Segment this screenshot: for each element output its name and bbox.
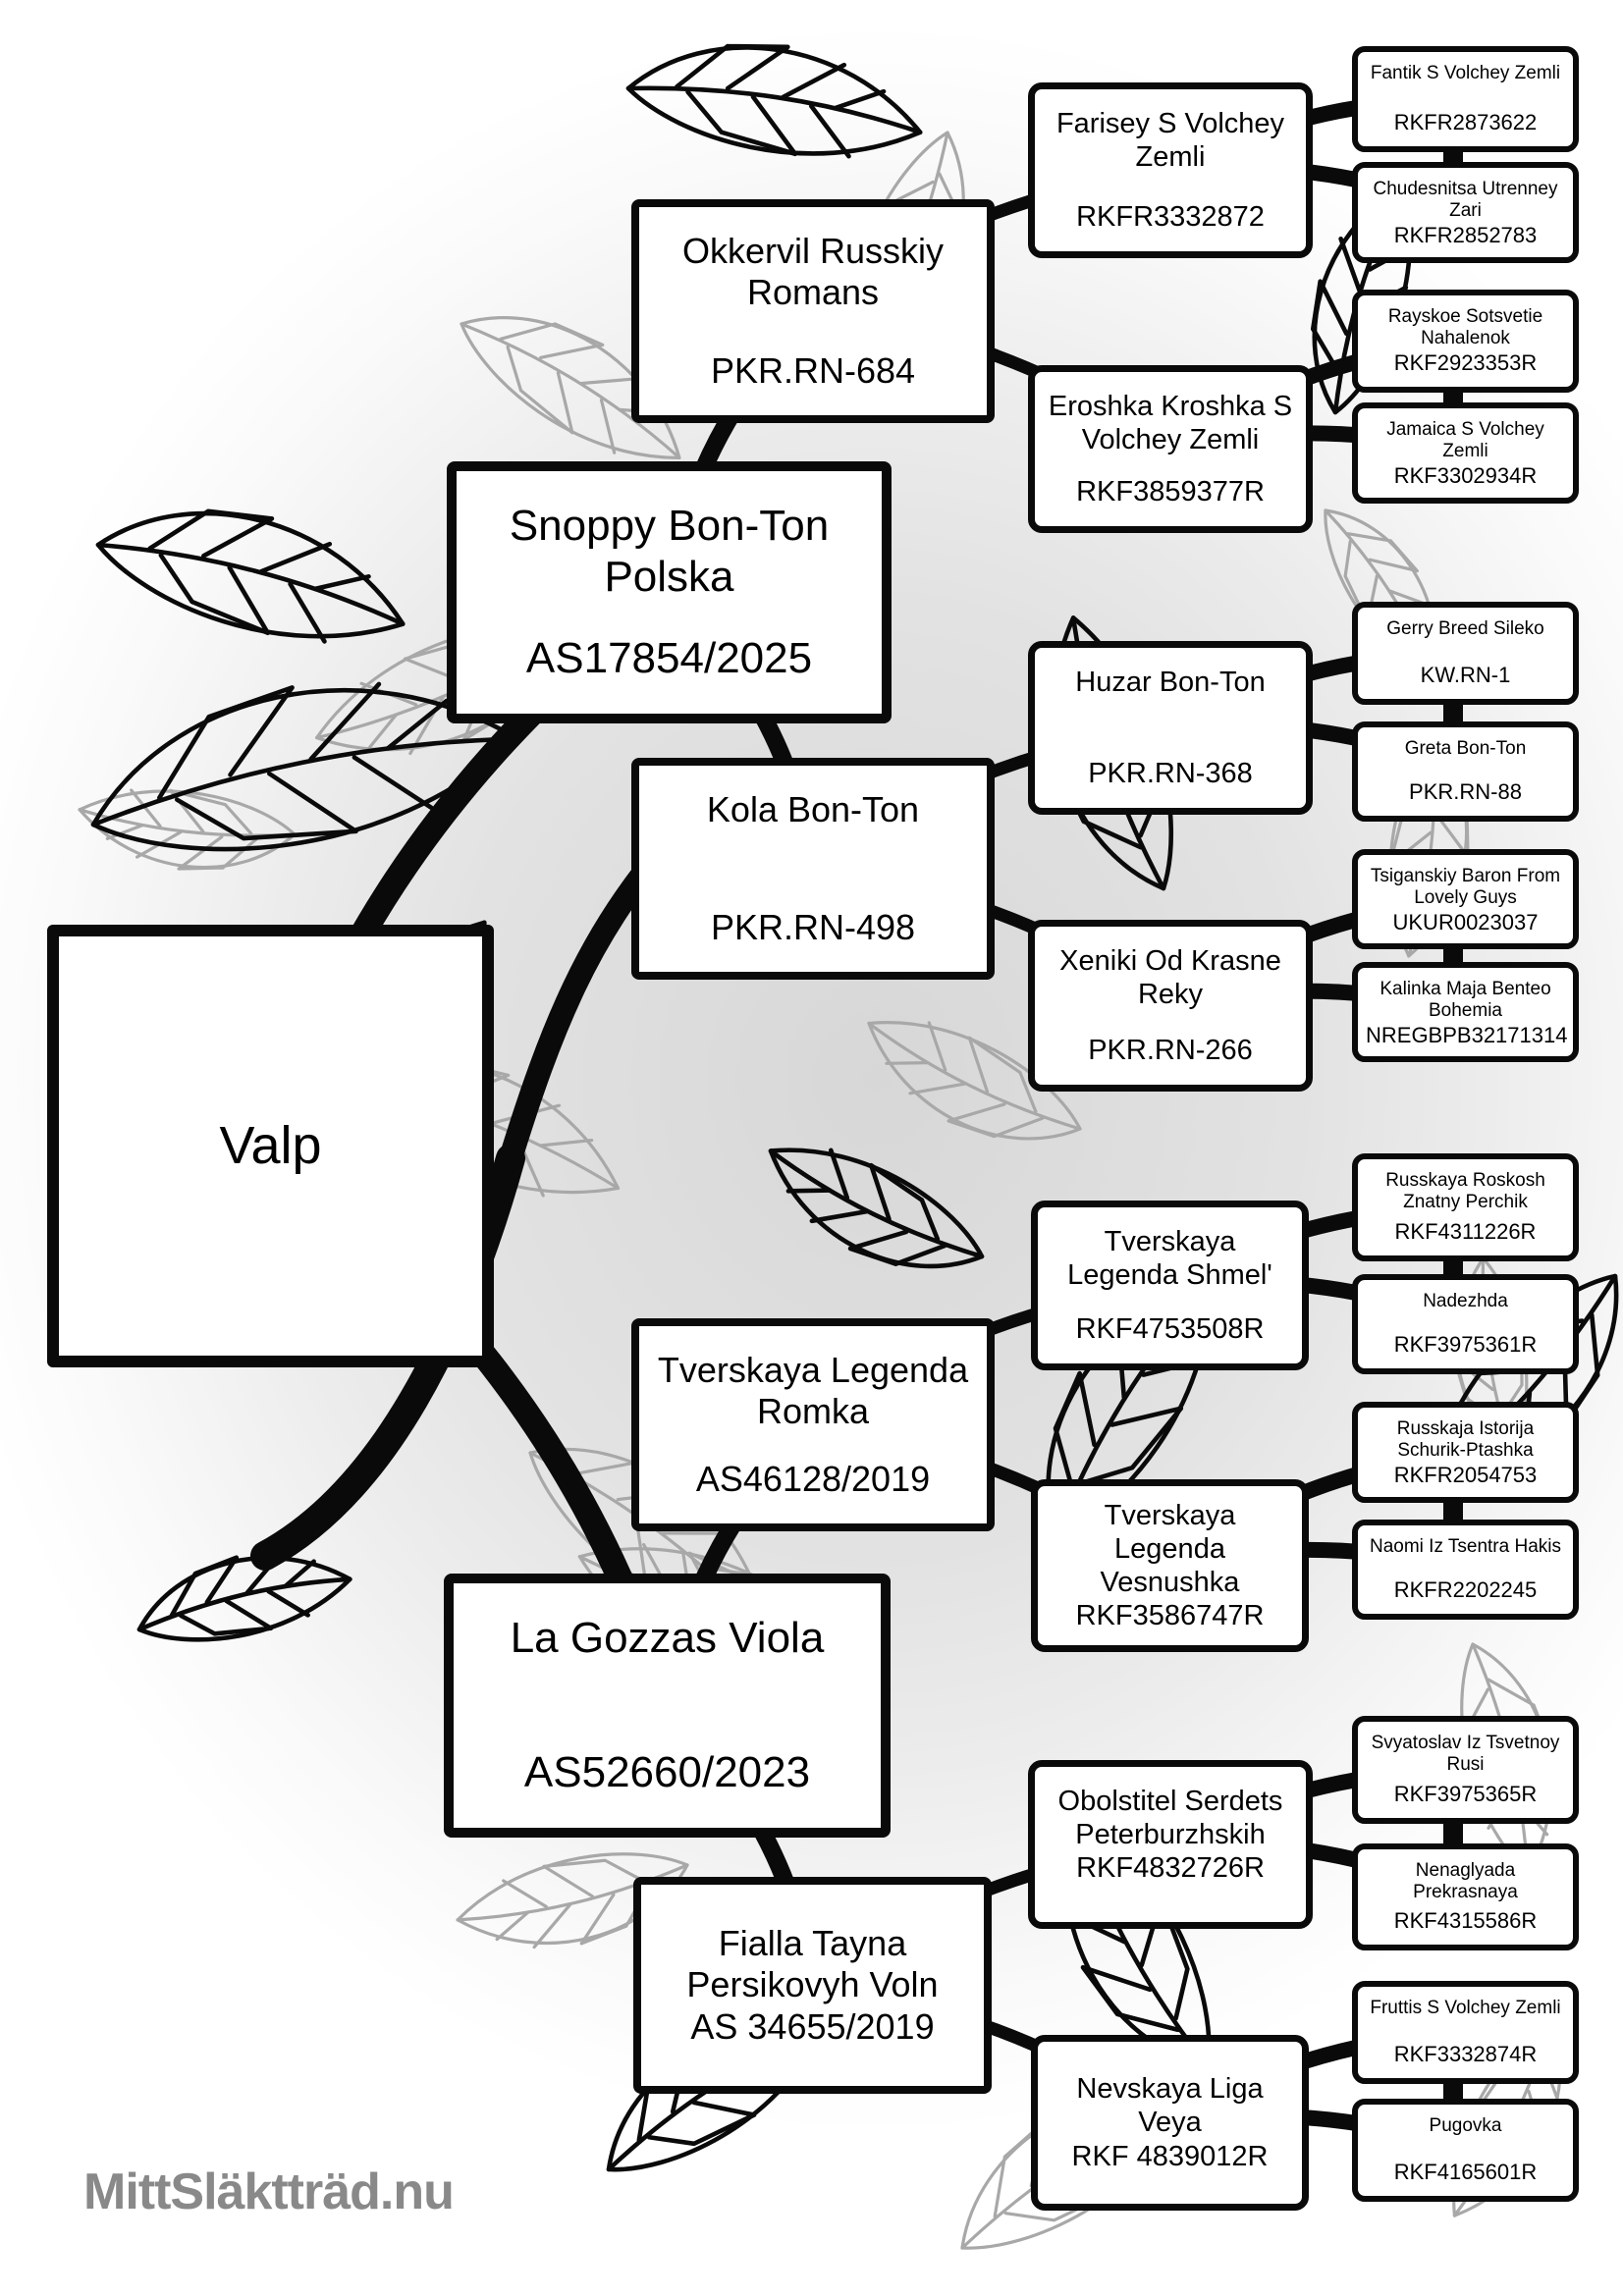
- box-huzar[interactable]: [1028, 641, 1313, 815]
- box-eroshka[interactable]: [1028, 365, 1313, 533]
- box-vesnushka[interactable]: [1031, 1479, 1309, 1652]
- box-gerry-name: Gerry Breed Sileko: [1386, 618, 1544, 639]
- box-vesnushka-name: Tverskaya Legenda Vesnushka: [1100, 1499, 1240, 1598]
- box-obolstitel-name: Obolstitel Serdets Peterburzhskih: [1057, 1786, 1283, 1851]
- box-rus-istorija-registration: RKFR2054753: [1393, 1462, 1538, 1487]
- box-chudesnitsa-registration: RKFR2852783: [1393, 222, 1538, 247]
- box-okkervil-name: Okkervil Russkiy Romans: [681, 231, 945, 313]
- box-naomi[interactable]: [1352, 1520, 1579, 1620]
- box-romka-name: Tverskaya Legenda Romka: [657, 1350, 969, 1432]
- box-xeniki-registration: PKR.RN-266: [1088, 1034, 1253, 1066]
- box-fruttis-name: Fruttis S Volchey Zemli: [1370, 1998, 1561, 2018]
- box-huzar-name: Huzar Bon-Ton: [1075, 667, 1266, 698]
- box-la-gozzas-name: La Gozzas Viola: [510, 1614, 825, 1662]
- box-svyatoslav[interactable]: [1352, 1716, 1579, 1824]
- box-eroshka-name: Eroshka Kroshka S Volchey Zemli: [1048, 391, 1293, 456]
- site-logo[interactable]: MittSläktträd.nu: [83, 2163, 454, 2220]
- box-kola[interactable]: [631, 758, 995, 980]
- box-rus-istorija-name: Russkaja Istorija Schurik-Ptashka: [1396, 1418, 1535, 1462]
- valp-box[interactable]: [47, 925, 494, 1367]
- box-fialla-name: Fialla Tayna Persikovyh Voln: [686, 1922, 939, 2005]
- box-gerry[interactable]: [1352, 602, 1579, 705]
- box-nevskaya[interactable]: [1031, 2035, 1309, 2211]
- box-farisey[interactable]: [1028, 82, 1313, 258]
- box-pugovka-registration: RKF4165601R: [1393, 2160, 1538, 2185]
- box-shmel[interactable]: [1031, 1201, 1309, 1370]
- box-kola-registration: PKR.RN-498: [710, 906, 916, 947]
- box-fialla[interactable]: [633, 1877, 992, 2094]
- box-nadezhda[interactable]: [1352, 1274, 1579, 1374]
- box-kalinka-name: Kalinka Maja Benteo Bohemia: [1380, 979, 1551, 1022]
- box-fantik-registration: RKFR2873622: [1393, 110, 1538, 135]
- box-jamaica-registration: RKF3302934R: [1393, 462, 1538, 488]
- box-fantik[interactable]: [1352, 46, 1579, 152]
- box-jamaica[interactable]: [1352, 402, 1579, 504]
- box-greta[interactable]: [1352, 721, 1579, 822]
- box-snoppy-name: Snoppy Bon-Ton Polska: [509, 502, 830, 601]
- box-fantik-name: Fantik S Volchey Zemli: [1370, 63, 1561, 83]
- box-rayskoe-name: Rayskoe Sotsvetie Nahalenok: [1387, 306, 1543, 349]
- box-fruttis-registration: RKF3332874R: [1393, 2042, 1538, 2067]
- box-pugovka-name: Pugovka: [1429, 2115, 1502, 2136]
- box-rus-roskosh-registration: RKF4311226R: [1394, 1219, 1537, 1245]
- box-obolstitel[interactable]: [1028, 1760, 1313, 1929]
- box-svyatoslav-registration: RKF3975365R: [1393, 1782, 1538, 1807]
- box-fialla-registration: AS 34655/2019: [690, 2005, 935, 2047]
- box-la-gozzas-registration: AS52660/2023: [523, 1748, 811, 1797]
- box-jamaica-name: Jamaica S Volchey Zemli: [1386, 419, 1544, 462]
- box-farisey-name: Farisey S Volchey Zemli: [1055, 108, 1285, 174]
- box-shmel-registration: RKF4753508R: [1075, 1312, 1265, 1345]
- valp-box-name: Valp: [219, 1115, 322, 1175]
- box-nenaglyada[interactable]: [1352, 1843, 1579, 1950]
- box-chudesnitsa[interactable]: [1352, 162, 1579, 263]
- box-la-gozzas[interactable]: [444, 1574, 891, 1838]
- box-naomi-name: Naomi Iz Tsentra Hakis: [1370, 1536, 1561, 1557]
- box-chudesnitsa-name: Chudesnitsa Utrenney Zari: [1373, 179, 1558, 222]
- box-xeniki-name: Xeniki Od Krasne Reky: [1059, 945, 1281, 1011]
- box-svyatoslav-name: Svyatoslav Iz Tsvetnoy Rusi: [1371, 1733, 1560, 1776]
- box-tsiganskiy[interactable]: [1352, 849, 1579, 949]
- box-rus-istorija[interactable]: [1352, 1402, 1579, 1503]
- box-farisey-registration: RKFR3332872: [1076, 200, 1265, 233]
- box-kola-name: Kola Bon-Ton: [706, 789, 920, 829]
- box-rayskoe-registration: RKF2923353R: [1393, 350, 1538, 376]
- box-rus-roskosh-name: Russkaya Roskosh Znatny Perchik: [1385, 1170, 1545, 1213]
- box-huzar-registration: PKR.RN-368: [1088, 757, 1253, 789]
- box-greta-registration: PKR.RN-88: [1409, 779, 1522, 805]
- box-nadezhda-registration: RKF3975361R: [1393, 1332, 1538, 1358]
- box-romka-registration: AS46128/2019: [695, 1458, 931, 1499]
- box-rus-roskosh[interactable]: [1352, 1153, 1579, 1261]
- box-tsiganskiy-name: Tsiganskiy Baron From Lovely Guys: [1370, 866, 1561, 909]
- box-romka[interactable]: [631, 1318, 995, 1531]
- box-snoppy-registration: AS17854/2025: [525, 634, 813, 683]
- box-rayskoe[interactable]: [1352, 290, 1579, 393]
- box-shmel-name: Tverskaya Legenda Shmel': [1067, 1226, 1272, 1292]
- box-gerry-registration: KW.RN-1: [1420, 663, 1511, 688]
- box-okkervil-registration: PKR.RN-684: [710, 349, 916, 391]
- box-xeniki[interactable]: [1028, 920, 1313, 1092]
- box-nenaglyada-name: Nenaglyada Prekrasnaya: [1413, 1860, 1518, 1903]
- box-eroshka-registration: RKF3859377R: [1076, 475, 1265, 507]
- box-kalinka[interactable]: [1352, 962, 1579, 1062]
- box-greta-name: Greta Bon-Ton: [1404, 738, 1527, 759]
- box-vesnushka-registration: RKF3586747R: [1075, 1600, 1265, 1632]
- box-nadezhda-name: Nadezhda: [1423, 1291, 1508, 1311]
- box-nenaglyada-registration: RKF4315586R: [1393, 1908, 1538, 1934]
- box-nevskaya-name: Nevskaya Liga Veya: [1076, 2073, 1264, 2139]
- box-obolstitel-registration: RKF4832726R: [1076, 1852, 1265, 1885]
- box-naomi-registration: RKFR2202245: [1393, 1577, 1538, 1603]
- box-okkervil[interactable]: [631, 199, 995, 423]
- box-fruttis[interactable]: [1352, 1981, 1579, 2084]
- box-snoppy[interactable]: [447, 461, 892, 723]
- box-kalinka-registration: NREGBPB32171314: [1366, 1022, 1568, 1047]
- box-tsiganskiy-registration: UKUR0023037: [1392, 909, 1539, 934]
- box-nevskaya-registration: RKF 4839012R: [1071, 2140, 1269, 2172]
- box-pugovka[interactable]: [1352, 2099, 1579, 2202]
